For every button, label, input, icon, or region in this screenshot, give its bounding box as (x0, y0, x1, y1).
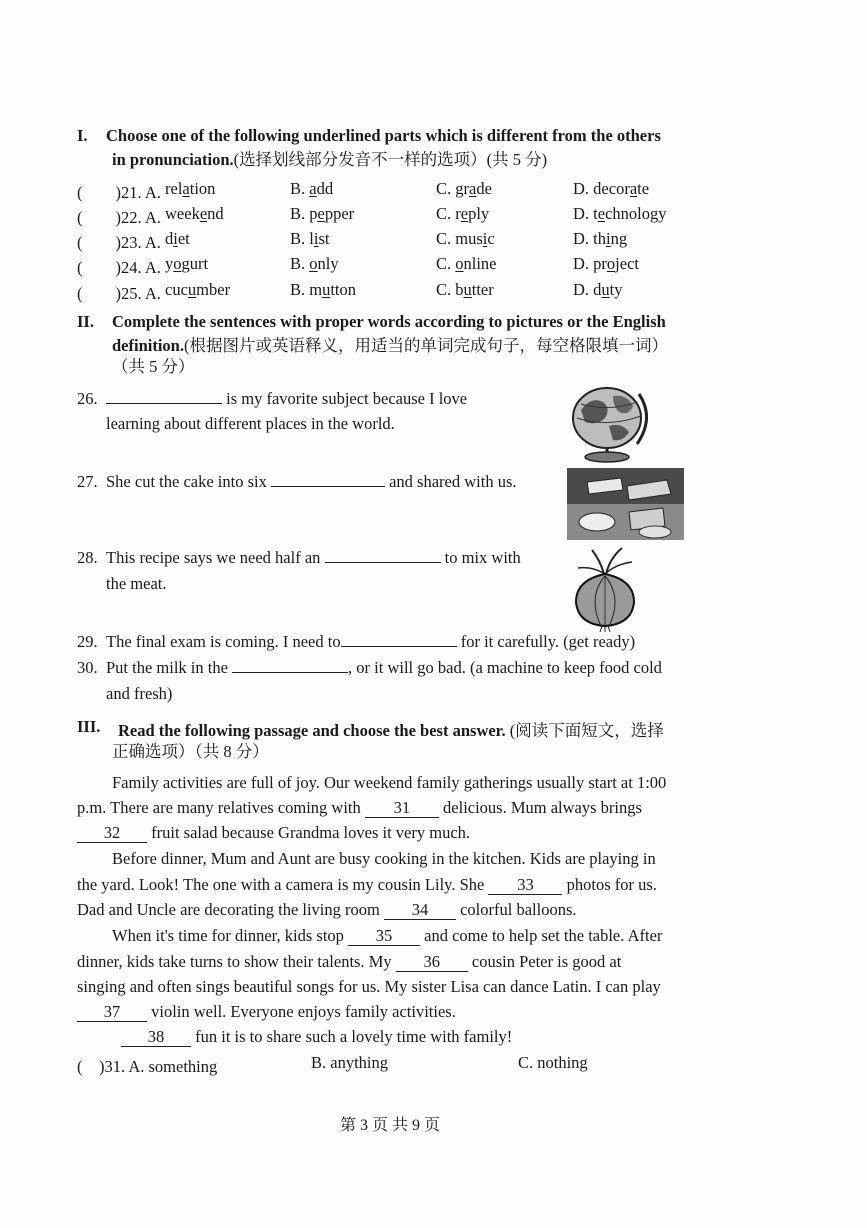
section3-title-cn: (阅读下面短文，选择 (509, 721, 664, 740)
q30-line2: and fresh) (106, 684, 173, 703)
question-25-option-a[interactable]: cucumber (165, 280, 231, 299)
passage-text: photos for us. (566, 875, 657, 894)
q29-text-before: The final exam is coming. I need to (106, 632, 341, 651)
question-22-option-d[interactable]: D. technology (573, 204, 667, 223)
question-24-prefix: ( )24. A. (77, 258, 161, 277)
q28-line2: the meat. (106, 574, 167, 593)
underlined-letter: o (309, 254, 318, 273)
question-25-option-c[interactable]: C. butter (436, 280, 494, 299)
question-23-prefix: ( )23. A. (77, 233, 161, 252)
section2-title-line1: Complete the sentences with proper words according to pictures or the English (112, 312, 666, 331)
section3-title-line2: 正确选项）（共 8 分） (112, 742, 269, 761)
passage-text: Dad and Uncle are decorating the living room (77, 900, 380, 919)
q26-number: 26. (77, 389, 98, 408)
q27-line1 (106, 472, 517, 492)
underlined-letter: e (317, 204, 325, 223)
section3-title-en: Read the following passage and choose the best answer. (118, 721, 506, 740)
underlined-letter: u (187, 280, 197, 299)
passage-p3-line3: singing and often sings beautiful songs for us. My sister Lisa can dance Latin. I can play (77, 977, 661, 996)
passage-text: delicious. Mum always brings (443, 798, 642, 817)
blank-36[interactable]: 36 (396, 953, 468, 972)
q26-answer-blank[interactable] (106, 389, 222, 404)
q30-line1 (106, 658, 662, 678)
section2-score: （共 5 分） (112, 357, 195, 376)
section2-number: II. (77, 312, 94, 331)
passage-p3-line4 (77, 1002, 456, 1022)
q31-option-b[interactable]: B. anything (311, 1053, 388, 1072)
underlined-letter: e (199, 204, 208, 223)
blank-38[interactable]: 38 (121, 1028, 191, 1047)
underlined-letter: i (313, 229, 319, 248)
underlined-letter: i (173, 229, 178, 248)
question-21-option-b[interactable]: B. add (290, 179, 334, 198)
q29-text-after: for it carefully. (get ready) (460, 632, 636, 651)
passage-p2-line2 (77, 875, 657, 895)
q28-line1 (106, 548, 521, 568)
passage-p3-line1 (112, 926, 662, 946)
underlined-letter: o (455, 254, 464, 273)
underlined-letter: u (322, 280, 331, 299)
cake-slices-picture (567, 468, 684, 540)
q30-answer-blank[interactable] (232, 658, 348, 673)
section3-number: III. (77, 717, 101, 736)
passage-text: and come to help set the table. After (424, 926, 663, 945)
section1-title-line1: Choose one of the following underlined parts which is different from the others (106, 126, 661, 145)
q29-line1 (106, 632, 635, 652)
onion-picture (570, 546, 640, 632)
q31-question: ( )31. A. something (77, 1057, 218, 1076)
question-24-option-c[interactable]: C. online (436, 254, 497, 273)
passage-text: colorful balloons. (460, 900, 577, 919)
section1-title-cn: (选择划线部分发音不一样的选项）(共 5 分) (233, 150, 548, 169)
question-24-option-d[interactable]: D. project (573, 254, 639, 273)
underlined-letter: e (597, 204, 606, 223)
passage-text: cousin Peter is good at (471, 952, 622, 971)
underlined-letter: a (309, 179, 317, 198)
passage-text: dinner, kids take turns to show their talents. My (77, 952, 392, 971)
q28-text-before: This recipe says we need half an (106, 548, 321, 567)
underlined-letter: a (182, 179, 190, 198)
q26-line1 (106, 389, 467, 409)
q30-number: 30. (77, 658, 98, 677)
q27-answer-blank[interactable] (271, 472, 385, 487)
blank-33[interactable]: 33 (488, 876, 562, 895)
passage-p1-line2 (77, 798, 642, 818)
underlined-letter: o (173, 254, 182, 273)
underlined-letter: o (606, 254, 616, 273)
q27-number: 27. (77, 472, 98, 491)
passage-p2-line3 (77, 900, 577, 920)
q28-text-after: to mix with (444, 548, 521, 567)
q30-text-before: Put the milk in the (106, 658, 228, 677)
passage-text: the yard. Look! The one with a camera is my cousin Lily. She (77, 875, 485, 894)
section1-number: I. (77, 126, 88, 145)
underlined-letter: u (463, 280, 472, 299)
question-25-option-d[interactable]: D. duty (573, 280, 623, 299)
question-24-option-a[interactable]: yogurt (165, 254, 209, 273)
blank-34[interactable]: 34 (384, 901, 456, 920)
question-25-option-b[interactable]: B. mutton (290, 280, 357, 299)
blank-37[interactable]: 37 (77, 1003, 147, 1022)
q28-number: 28. (77, 548, 98, 567)
passage-text: fruit salad because Grandma loves it very much. (151, 823, 471, 842)
q31-option-c[interactable]: C. nothing (518, 1053, 588, 1072)
question-22-prefix: ( )22. A. (77, 208, 161, 227)
page-number-footer: 第 3 页 共 9 页 (340, 1117, 441, 1134)
q26-line2: learning about different places in the world. (106, 414, 395, 433)
section2-title-line2 (112, 332, 668, 356)
question-22-option-a[interactable]: weekend (165, 204, 224, 223)
passage-text: violin well. Everyone enjoys family activities. (151, 1002, 456, 1021)
passage-p2-line1: Before dinner, Mum and Aunt are busy cooking in the kitchen. Kids are playing in (112, 849, 656, 868)
question-22-option-b[interactable]: B. pepper (290, 204, 355, 223)
q30-text-after: , or it will go bad. (a machine to keep food cold (348, 658, 662, 677)
q29-number: 29. (77, 632, 98, 651)
underlined-letter: a (629, 179, 638, 198)
question-23-option-c[interactable]: C. music (436, 229, 495, 248)
question-21-option-a[interactable]: relation (165, 179, 216, 198)
question-21-option-d[interactable]: D. decorate (573, 179, 650, 198)
q28-answer-blank[interactable] (325, 548, 441, 563)
underlined-letter: i (606, 229, 611, 248)
passage-p4-line1 (121, 1027, 512, 1047)
section2-title-cn: (根据图片或英语释义，用适当的单词完成句子，每空格限填一词） (183, 336, 668, 355)
question-21-prefix: ( )21. A. (77, 183, 161, 202)
section1-title-en: in pronunciation. (112, 150, 234, 169)
section2-title-en: definition. (112, 336, 184, 355)
question-25-prefix: ( )25. A. (77, 284, 161, 303)
underlined-letter: i (482, 229, 488, 248)
blank-32[interactable]: 32 (77, 824, 147, 843)
section1-title-line2 (112, 146, 547, 170)
q26-text: is my favorite subject because I love (226, 389, 468, 408)
underlined-letter: a (469, 179, 477, 198)
passage-text: When it's time for dinner, kids stop (112, 926, 344, 945)
question-22-option-c[interactable]: C. reply (436, 204, 490, 223)
question-23-option-d[interactable]: D. thing (573, 229, 628, 248)
question-21-option-c[interactable]: C. grade (436, 179, 492, 198)
question-23-option-b[interactable]: B. list (290, 229, 330, 248)
underlined-letter: e (460, 204, 469, 223)
q27-text-before: She cut the cake into six (106, 472, 267, 491)
passage-p1-line1: Family activities are full of joy. Our weekend family gatherings usually start at 1:00 (112, 773, 667, 792)
passage-p1-line3 (77, 823, 470, 843)
underlined-letter: u (601, 280, 610, 299)
passage-text: p.m. There are many relatives coming with (77, 798, 361, 817)
q29-answer-blank[interactable] (341, 632, 457, 647)
passage-p3-line2 (77, 952, 621, 972)
question-23-option-a[interactable]: diet (165, 229, 190, 248)
question-24-option-b[interactable]: B. only (290, 254, 339, 273)
globe-picture (563, 382, 655, 464)
blank-35[interactable]: 35 (348, 927, 420, 946)
q27-text-after: and shared with us. (389, 472, 517, 491)
passage-text: fun it is to share such a lovely time with family! (195, 1027, 513, 1046)
blank-31[interactable]: 31 (365, 799, 439, 818)
